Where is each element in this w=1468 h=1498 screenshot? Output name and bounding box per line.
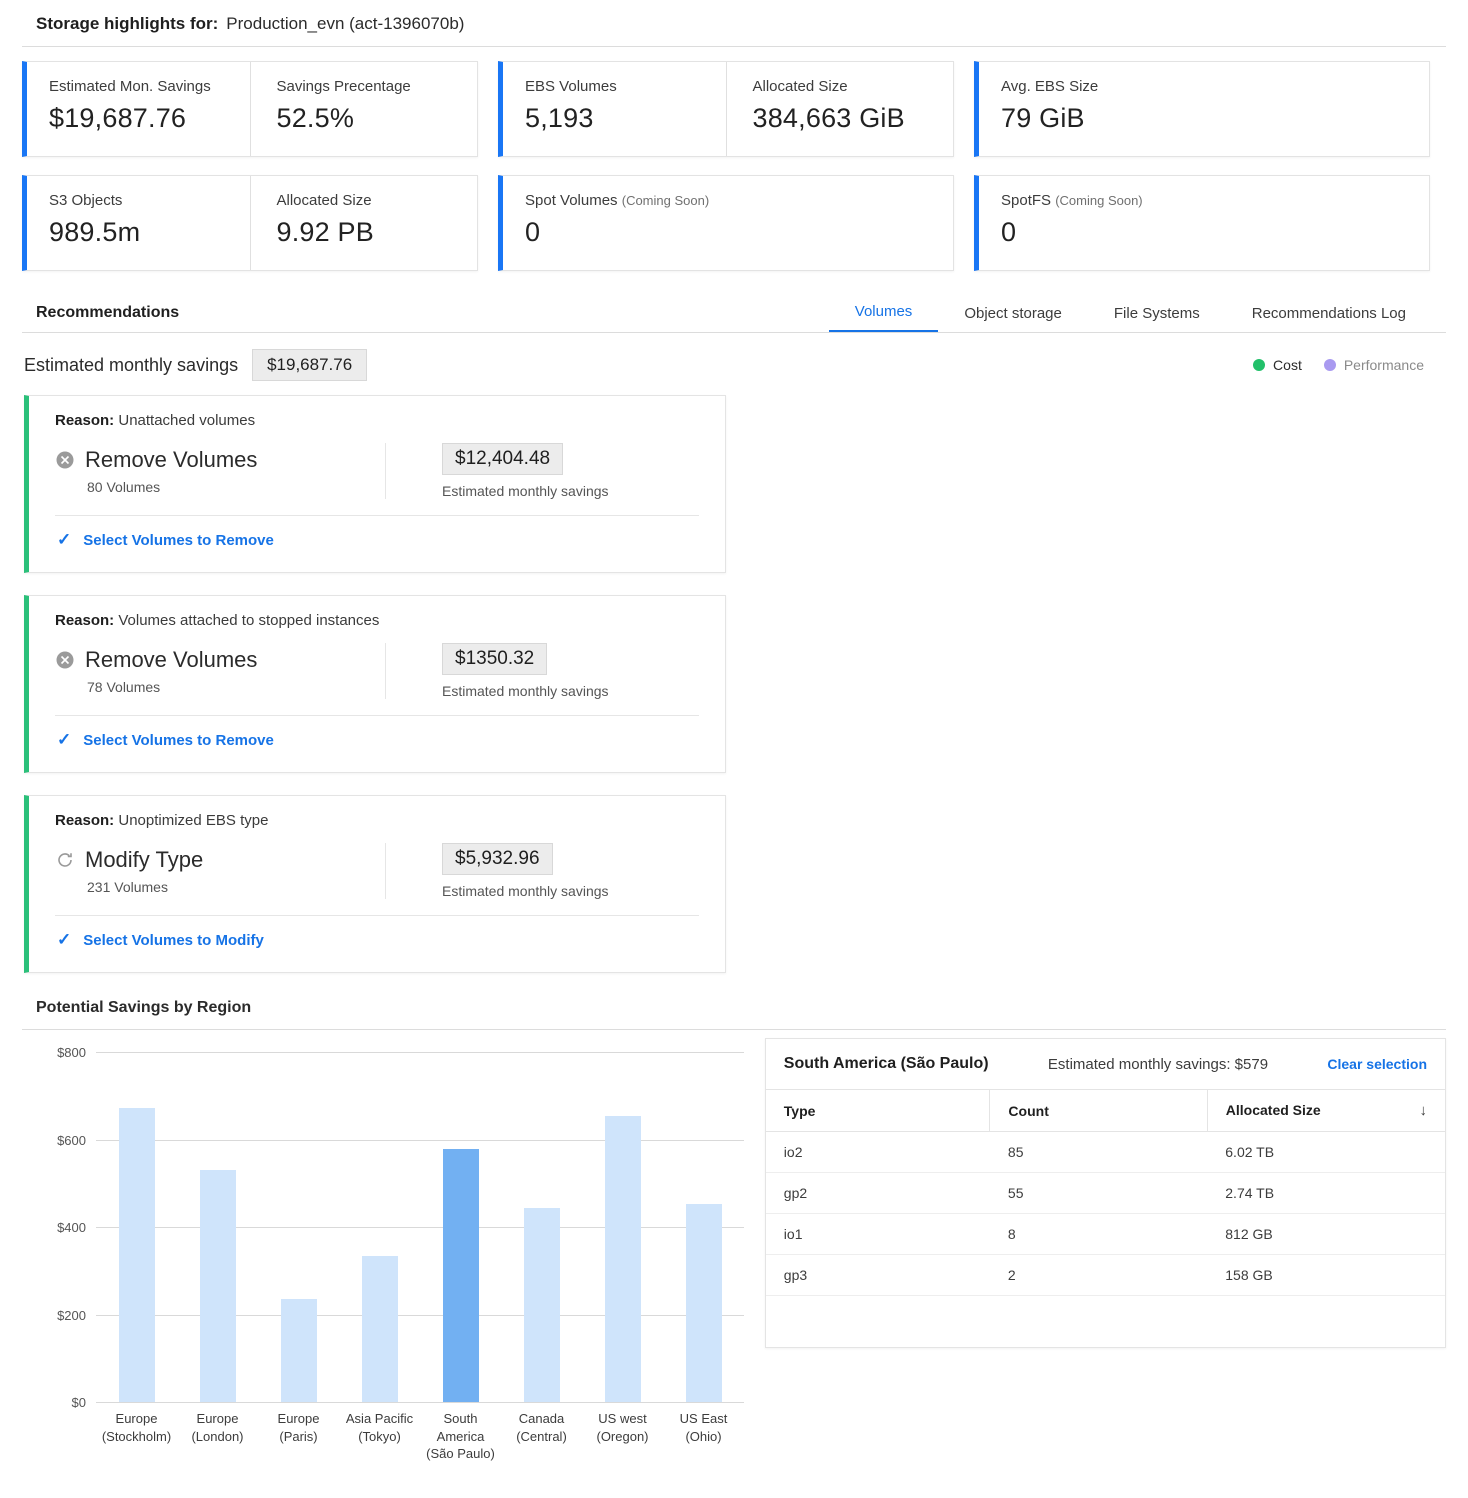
column-header-allocated-size[interactable] [1207, 1090, 1445, 1132]
metric-estimated-savings [27, 62, 250, 156]
tab-recommendations-log[interactable]: Recommendations Log [1251, 305, 1406, 322]
metric-ebs-volumes [503, 62, 726, 156]
volume-types-table [766, 1089, 1445, 1296]
recommendation-body [55, 643, 699, 716]
metric-spot-volumes [503, 176, 953, 270]
metric-value: 989.5m [49, 217, 141, 247]
metric-value: 52.5% [276, 103, 355, 133]
chart-bar-column[interactable] [420, 1052, 501, 1402]
recommendation-action [55, 447, 385, 473]
recommendation-cards [22, 395, 1446, 973]
cell-type: io2 [766, 1132, 990, 1173]
check-icon: ✓ [57, 530, 72, 549]
select-volumes-to-modify-link[interactable] [55, 916, 699, 962]
chart-y-tick-label: $800 [57, 1045, 86, 1060]
chart-plot-area [57, 1045, 744, 1410]
table-body [766, 1132, 1445, 1296]
selected-region-name: South America (São Paulo) [783, 1055, 989, 1072]
cell-count: 8 [990, 1214, 1207, 1255]
reason-text: Unoptimized EBS type [118, 812, 269, 829]
cell-allocated-size: 2.74 TB [1207, 1173, 1445, 1214]
card-estimated-savings [22, 61, 478, 157]
select-volumes-to-remove-link[interactable] [55, 716, 699, 762]
card-ebs-volumes [498, 61, 954, 157]
reason-text: Unattached volumes [118, 412, 256, 429]
metric-label-text: SpotFS [1001, 192, 1052, 209]
region-section-divider [22, 1029, 1446, 1030]
reason-label: Reason: [55, 612, 115, 629]
reason-text: Volumes attached to stopped instances [118, 612, 380, 629]
metric-label [525, 192, 953, 209]
recommendation-reason [55, 812, 699, 829]
table-row[interactable] [766, 1214, 1445, 1255]
table-row[interactable] [766, 1173, 1445, 1214]
column-header-allocated-size-label: Allocated Size [1225, 1102, 1321, 1118]
metric-label: Savings Precentage [276, 78, 411, 95]
recommendation-card-unoptimized-ebs-type [24, 795, 726, 973]
metric-value: 5,193 [525, 103, 594, 133]
recommendations-header [22, 289, 1446, 332]
chart-gridline [96, 1402, 744, 1403]
coming-soon-tag: (Coming Soon) [621, 193, 710, 208]
chart-bar[interactable] [686, 1204, 722, 1402]
recommendation-action-label: Modify Type [85, 847, 204, 872]
recommendation-amount-label: Estimated monthly savings [442, 683, 609, 699]
savings-summary-value: $19,687.76 [252, 349, 367, 381]
recommendation-card-stopped-instances [24, 595, 726, 773]
metric-savings-percentage [250, 62, 478, 156]
chart-bar-column[interactable] [177, 1052, 258, 1402]
check-icon: ✓ [57, 730, 72, 749]
stat-cards-row-2 [22, 175, 1446, 271]
recommendation-reason [55, 612, 699, 629]
cell-allocated-size: 812 GB [1207, 1214, 1445, 1255]
recommendation-savings-block [385, 843, 609, 899]
chart-bar[interactable] [200, 1170, 236, 1402]
legend-label-performance: Performance [1343, 357, 1424, 373]
column-header-type[interactable]: Type [766, 1090, 990, 1132]
chart-y-tick-label: $0 [71, 1395, 86, 1410]
region-section-body [22, 1038, 1446, 1462]
card-spotfs [974, 175, 1430, 271]
link-label: Select Volumes to Modify [83, 931, 264, 949]
remove-circle-icon [55, 450, 75, 470]
metric-value: 9.92 PB [276, 217, 374, 247]
chart-bar[interactable] [119, 1108, 155, 1402]
metric-label: Allocated Size [752, 78, 848, 95]
recommendation-action-label: Remove Volumes [85, 647, 258, 672]
recommendation-action-block [55, 647, 385, 695]
card-s3-objects [22, 175, 478, 271]
metric-s3-allocated-size [250, 176, 478, 270]
chart-bar-column[interactable] [582, 1052, 663, 1402]
chart-bar[interactable] [281, 1299, 317, 1402]
chart-y-tick-label: $600 [57, 1132, 86, 1148]
cell-allocated-size: 158 GB [1207, 1255, 1445, 1296]
recommendations-title: Recommendations [36, 304, 180, 321]
sort-desc-arrow-icon[interactable]: ↓ [1419, 1102, 1427, 1119]
chart-x-tick-label: South America (São Paulo) [426, 1411, 495, 1462]
cell-count: 85 [990, 1132, 1207, 1173]
chart-bar[interactable] [524, 1208, 560, 1402]
chart-bar[interactable] [362, 1256, 398, 1402]
recommendation-savings-block [385, 443, 609, 499]
tab-file-systems[interactable]: File Systems [1113, 305, 1200, 322]
remove-circle-icon [55, 650, 75, 670]
metric-label: Avg. EBS Size [1001, 78, 1099, 95]
legend-label-cost: Cost [1273, 357, 1302, 373]
metric-value: 0 [1001, 217, 1017, 247]
recommendation-amount: $5,932.96 [442, 843, 553, 875]
chart-bar[interactable] [443, 1149, 479, 1402]
metric-label-text: Spot Volumes [525, 192, 618, 209]
recommendation-count: 80 Volumes [87, 479, 161, 495]
metric-value: 0 [525, 217, 541, 247]
recommendation-card-unattached-volumes [24, 395, 726, 573]
cell-type: io1 [766, 1214, 990, 1255]
cell-count: 2 [990, 1255, 1207, 1296]
page-title [22, 0, 1446, 46]
region-detail-table [765, 1038, 1446, 1348]
legend-item-cost [1253, 357, 1302, 373]
reason-label: Reason: [55, 812, 115, 829]
chart-x-tick-label: Canada (Central) [516, 1411, 567, 1444]
table-row[interactable] [766, 1255, 1445, 1296]
recommendation-count: 231 Volumes [87, 879, 168, 895]
savings-summary [24, 349, 367, 381]
recommendation-action [55, 647, 385, 673]
metric-value: $19,687.76 [49, 103, 187, 133]
legend-item-performance [1324, 357, 1424, 373]
chart-bars [96, 1052, 744, 1402]
savings-summary-row [22, 333, 1446, 395]
metric-value: 79 GiB [1001, 103, 1085, 133]
cell-type: gp2 [766, 1173, 990, 1214]
card-avg-ebs-size [974, 61, 1430, 157]
recommendation-body [55, 443, 699, 516]
chart-x-tick-label: Europe (Stockholm) [101, 1411, 172, 1444]
reason-label: Reason: [55, 412, 115, 429]
chart-x-axis-labels [96, 1410, 744, 1463]
chart-bar-column[interactable] [96, 1052, 177, 1402]
chart-x-tick-label: Europe (London) [191, 1411, 244, 1444]
table-header-row [766, 1090, 1445, 1132]
chart-y-tick-label: $200 [57, 1307, 86, 1323]
chart-bar-column[interactable] [663, 1052, 744, 1402]
legend-dot-cost [1253, 359, 1265, 371]
cell-count: 55 [990, 1173, 1207, 1214]
select-volumes-to-remove-link[interactable] [55, 516, 699, 562]
recommendation-action [55, 847, 385, 873]
metric-spotfs [979, 176, 1429, 270]
metric-label: Estimated Mon. Savings [49, 78, 211, 95]
legend [1253, 357, 1424, 373]
account-name: Production_evn (act-1396070b) [226, 14, 465, 33]
metric-label [1001, 192, 1429, 209]
link-label: Select Volumes to Remove [83, 731, 274, 749]
cell-allocated-size: 6.02 TB [1207, 1132, 1445, 1173]
metric-label: S3 Objects [49, 192, 123, 209]
chart-x-tick-label: US East (Ohio) [679, 1411, 728, 1444]
recommendation-amount-label: Estimated monthly savings [442, 483, 609, 499]
card-spot-volumes [498, 175, 954, 271]
chart-bar-column[interactable] [501, 1052, 582, 1402]
header-divider [22, 46, 1446, 47]
clear-selection-button[interactable]: Clear selection [1327, 1056, 1427, 1072]
recommendations-tabs [829, 297, 1432, 332]
tab-volumes[interactable]: Volumes [829, 297, 939, 332]
metric-ebs-allocated-size [726, 62, 954, 156]
savings-by-region-chart [24, 1038, 735, 1462]
recommendation-action-block [55, 447, 385, 495]
recommendation-body [55, 843, 699, 916]
check-icon: ✓ [57, 930, 72, 949]
chart-x-tick-label: US west (Oregon) [596, 1411, 649, 1444]
chart-y-tick-label: $400 [57, 1220, 86, 1235]
stat-cards-row-1 [22, 61, 1446, 157]
metric-label: EBS Volumes [525, 78, 617, 95]
recommendation-reason [55, 412, 699, 429]
table-row[interactable] [766, 1132, 1445, 1173]
refresh-icon [55, 850, 75, 870]
selected-region-estimate: Estimated monthly savings: $579 [1047, 1055, 1269, 1073]
cell-type: gp3 [766, 1255, 990, 1296]
recommendation-count: 78 Volumes [87, 679, 161, 695]
chart-bar-column[interactable] [339, 1052, 420, 1402]
link-label: Select Volumes to Remove [83, 531, 274, 549]
region-detail-header [766, 1039, 1445, 1089]
page-title-label: Storage highlights for: [36, 14, 219, 33]
metric-value: 384,663 GiB [752, 103, 905, 133]
metric-avg-ebs-size [979, 62, 1429, 156]
recommendation-amount: $12,404.48 [442, 443, 563, 475]
coming-soon-tag: (Coming Soon) [1055, 193, 1143, 208]
legend-dot-performance [1324, 359, 1336, 371]
metric-label: Allocated Size [276, 192, 372, 209]
tab-object-storage[interactable]: Object storage [964, 305, 1062, 322]
chart-x-tick-label: Europe (Paris) [277, 1411, 320, 1444]
chart-bar[interactable] [605, 1116, 641, 1402]
recommendation-amount: $1350.32 [442, 643, 547, 675]
chart-bar-column[interactable] [258, 1052, 339, 1402]
metric-s3-objects [27, 176, 250, 270]
region-section-title: Potential Savings by Region [36, 999, 252, 1016]
recommendation-savings-block [385, 643, 609, 699]
recommendation-action-block [55, 847, 385, 895]
recommendation-action-label: Remove Volumes [85, 447, 258, 472]
recommendation-amount-label: Estimated monthly savings [442, 883, 609, 899]
column-header-count[interactable]: Count [990, 1090, 1207, 1132]
savings-summary-label: Estimated monthly savings [24, 354, 239, 375]
chart-x-tick-label: Asia Pacific (Tokyo) [345, 1411, 414, 1444]
